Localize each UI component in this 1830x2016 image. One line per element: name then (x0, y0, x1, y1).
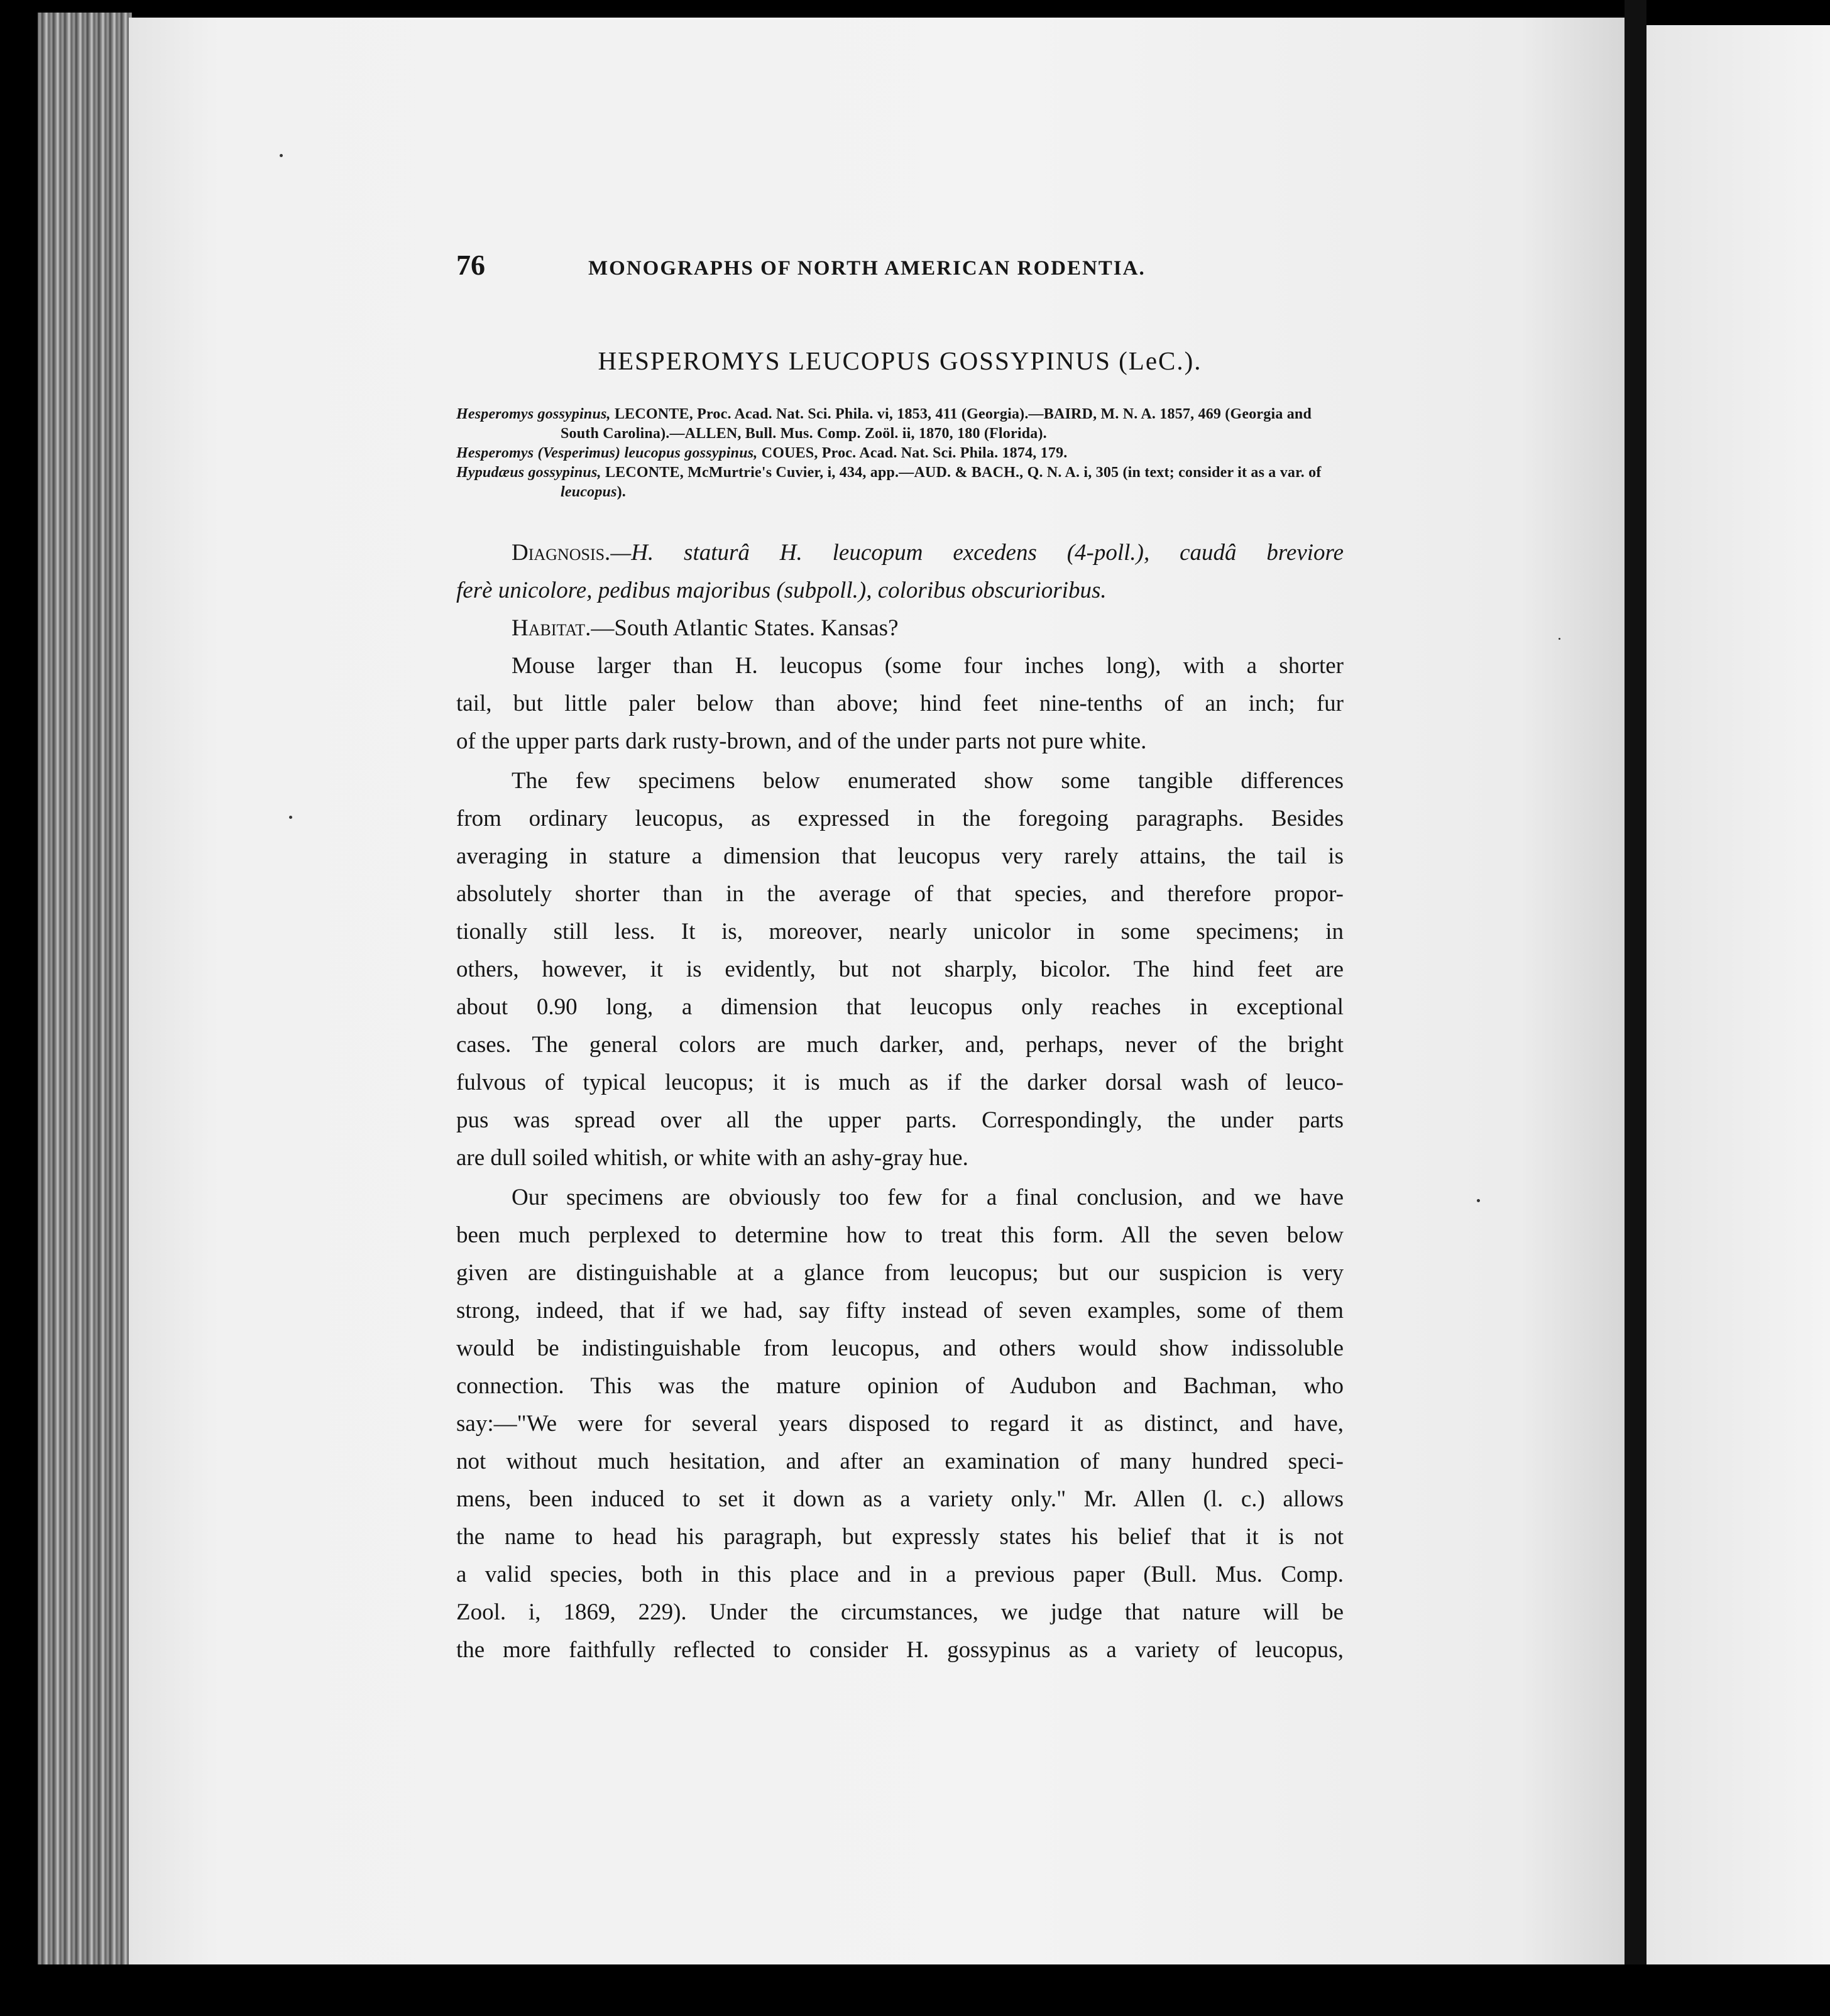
text-line: tail, but little paler below than above; hind feet nine-tenths of an inch; fur (456, 691, 1344, 716)
text-line: given are distinguishable at a glance from leucopus; but our suspicion is very (456, 1260, 1344, 1286)
synonym-tail: leucopus (561, 484, 617, 500)
synonymy-entry (456, 444, 1344, 463)
synonymy-list (456, 405, 1344, 502)
text-line: been much perplexed to determine how to treat this form. All the seven below (456, 1222, 1344, 1248)
text-line: would be indistinguishable from leucopus, and others would show indissoluble (456, 1335, 1344, 1361)
text-line: tionally still less. It is, moreover, nearly unicolor in some specimens; in (456, 919, 1344, 945)
species-heading: HESPEROMYS LEUCOPUS GOSSYPINUS (LeC.). (598, 346, 1202, 375)
synonymy-entry (456, 463, 1344, 502)
synonym-citation: LECONTE, McMurtrie's Cuvier, i, 434, app.—AUD. & BACH., Q. N. A. i, 305 (in text; consider it as a var. of (605, 464, 1322, 481)
body-text (456, 534, 1344, 1669)
text-line: strong, indeed, that if we had, say fifty instead of seven examples, some of them (456, 1298, 1344, 1323)
synonym-end: ). (616, 484, 627, 500)
text-line: absolutely shorter than in the average of that species, and therefore propor- (456, 881, 1344, 907)
text-line: not without much hesitation, and after an examination of many hundred speci- (456, 1449, 1344, 1474)
gutter-shadow (1625, 0, 1646, 2016)
text-line: averaging in stature a dimension that leucopus very rarely attains, the tail is (456, 843, 1344, 869)
paragraph (456, 762, 1344, 800)
diagnosis (456, 534, 1344, 572)
text-line: mens, been induced to set it down as a variety only." Mr. Allen (l. c.) allows (456, 1486, 1344, 1512)
paragraph (456, 647, 1344, 685)
synonymy-entry (456, 405, 1344, 444)
text-line: of the upper parts dark rusty-brown, and of the under parts not pure white. (456, 728, 1147, 754)
text-line: Our specimens are obviously too few for a final conclusion, and we have (512, 1185, 1344, 1210)
page-number: 76 (456, 249, 485, 281)
running-head (456, 248, 1210, 292)
text-line: are dull soiled whitish, or white with an ashy-gray hue. (456, 1145, 968, 1171)
synonym-name: Hesperomys (Vesperimus) leucopus gossypinus, (456, 445, 758, 461)
text-line: Zool. i, 1869, 229). Under the circumstances, we judge that nature will be (456, 1599, 1344, 1625)
habitat (456, 610, 1344, 647)
text-line: the name to head his paragraph, but expressly states his belief that it is not (456, 1524, 1344, 1550)
text-line: The few specimens below enumerated show some tangible differences (512, 768, 1344, 794)
text-line: cases. The general colors are much darker, and, perhaps, never of the bright (456, 1032, 1344, 1058)
synonym-name: Hesperomys gossypinus, (456, 406, 611, 422)
text-line: fulvous of typical leucopus; it is much as if the darker dorsal wash of leuco- (456, 1070, 1344, 1095)
paragraph (456, 1179, 1344, 1217)
habitat-label: Habitat. (512, 615, 591, 641)
text-line: say:—"We were for several years disposed to regard it as distinct, and have, (456, 1411, 1344, 1437)
diagnosis-line-2: ferè unicolore, pedibus majoribus (subpoll.), coloribus obscurioribus. (456, 578, 1107, 603)
synonym-citation: LECONTE, Proc. Acad. Nat. Sci. Phila. vi, 1853, 411 (Georgia).—BAIRD, M. N. A. 1857, 469 (Georgia and South Carolina).—ALLEN, Bull. Mus. Comp. Zoöl. ii, 1870, 180 (Florida). (561, 406, 1312, 442)
book-page-edges (38, 13, 132, 1976)
text-line: from ordinary leucopus, as expressed in the foregoing paragraphs. Besides (456, 806, 1344, 831)
text-line: a valid species, both in this place and in a previous paper (Bull. Mus. Comp. (456, 1562, 1344, 1587)
diagnosis-line-1: —H. staturâ H. leucopum excedens (4-poll.), caudâ breviore (610, 540, 1344, 566)
text-line: about 0.90 long, a dimension that leucopus only reaches in exceptional (456, 994, 1344, 1020)
synonym-citation: COUES, Proc. Acad. Nat. Sci. Phila. 1874, 179. (761, 445, 1068, 461)
synonym-name: Hypudæus gossypinus, (456, 464, 601, 481)
text-line: others, however, it is evidently, but not sharply, bicolor. The hind feet are (456, 956, 1344, 982)
running-title: MONOGRAPHS OF NORTH AMERICAN RODENTIA. (588, 257, 1146, 280)
scan-border (0, 1964, 1830, 2016)
diagnosis-label: Diagnosis. (512, 540, 611, 566)
habitat-text: —South Atlantic States. Kansas? (591, 615, 899, 641)
text-line: the more faithfully reflected to consider H. gossypinus as a variety of leucopus, (456, 1637, 1344, 1663)
text-line: Mouse larger than H. leucopus (some four inches long), with a shorter (512, 653, 1344, 679)
text-line: connection. This was the mature opinion of Audubon and Bachman, who (456, 1373, 1344, 1399)
text-line: pus was spread over all the upper parts. Correspondingly, the under parts (456, 1107, 1344, 1133)
facing-page-edge (1646, 25, 1830, 2016)
